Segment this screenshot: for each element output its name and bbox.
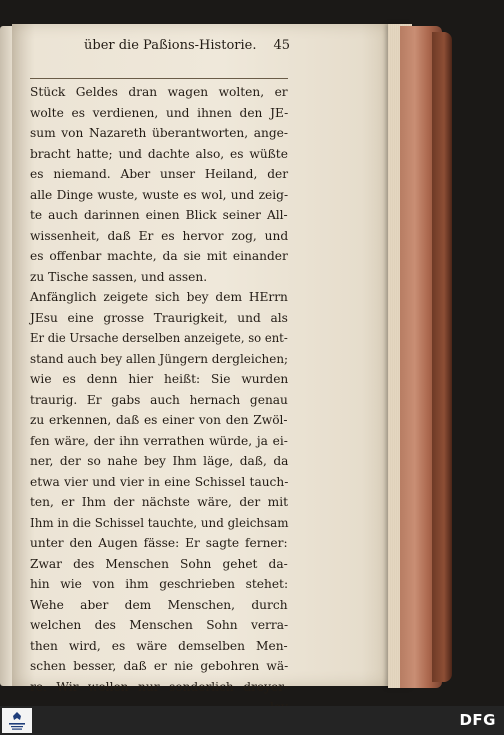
text-line: Ihm in die Schissel tauchte, und gleichsam: [30, 515, 289, 530]
text-line: es offenbar machte, da sie mit einander: [30, 249, 288, 263]
text-line: JEsu eine grosse Traurigkeit, und als: [30, 310, 288, 325]
book-cover: [432, 32, 452, 682]
text-line: schen besser, daß er nie gebohren wä-: [30, 659, 289, 673]
page-body-text: [30, 82, 288, 718]
running-head: [60, 38, 290, 56]
text-line: te auch darinnen einen Blick seiner All-: [30, 208, 288, 222]
running-head-rule: [30, 78, 288, 79]
text-line: hin wie von ihm geschrieben stehet:: [30, 577, 289, 591]
text-line: wissenheit, daß Er es hervor zog, und: [30, 228, 289, 243]
text-line: welchen des Menschen Sohn verra-: [30, 618, 289, 632]
text-line: etwa vier und vier in eine Schissel tauch-: [30, 474, 289, 489]
text-line: ten, er Ihm der nächste wäre, der mit: [30, 495, 288, 509]
text-line: Stück Geldes dran wagen wolten, er: [30, 85, 288, 99]
text-line: zu erkennen, daß es einer von den Zwöl-: [30, 413, 288, 427]
text-line: Anfänglich zeigete sich bey dem HErrn: [30, 290, 288, 304]
text-line: wolte es verdienen, und ihnen den JE-: [30, 105, 289, 120]
page-number: 45: [273, 38, 290, 53]
text-line: fen wäre, der ihn verrathen würde, ja ei-: [30, 433, 288, 448]
text-line: stand auch bey allen Jüngern dergleichen;: [30, 351, 289, 366]
text-line: traurig. Er gabs auch hernach genau: [30, 392, 288, 407]
text-line: unter den Augen fässe: Er sagte ferner:: [30, 536, 288, 550]
text-line: ner, der so nahe bey Ihm läge, daß, da: [30, 454, 289, 468]
text-line: alle Dinge wuste, wuste es wol, und zeig-: [30, 187, 289, 202]
dfg-logo[interactable]: DFG: [459, 711, 496, 729]
text-line: Wehe aber dem Menschen, durch: [30, 597, 288, 612]
text-line: Er die Ursache derselben anzeigete, so ent-: [30, 331, 288, 345]
text-line: zu Tische sassen, und assen.: [30, 269, 208, 284]
text-line: re. Wir wollen nur sonderlich dreyer-: [30, 679, 289, 694]
text-line: sum von Nazareth überantworten, ange-: [30, 126, 289, 140]
library-crest-icon[interactable]: [2, 708, 32, 733]
viewer-footer-bar: [0, 706, 504, 735]
text-line: es niemand. Aber unser Heiland, der: [30, 167, 289, 181]
text-line: then wird, es wäre demselben Men-: [30, 638, 288, 653]
running-head-title: über die Paßions-Historie.: [84, 38, 257, 53]
text-line: bracht hatte; und dachte also, es wüßte: [30, 146, 288, 161]
text-line: wie es denn hier heißt: Sie wurden: [30, 372, 289, 386]
text-line: Zwar des Menschen Sohn gehet da-: [30, 556, 288, 571]
